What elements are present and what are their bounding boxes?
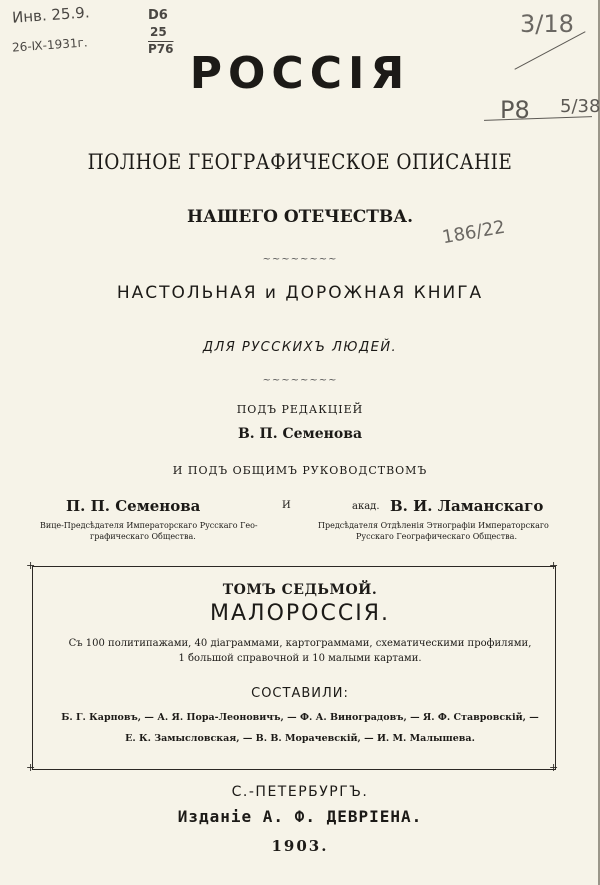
leader-right-role-1: Предсѣдателя Отдѣленiя Этнографiи Императорскаго bbox=[318, 521, 549, 530]
leader-left-role-2: графическаго Общества. bbox=[90, 532, 196, 541]
leader-right-prefix: акад. bbox=[352, 501, 380, 512]
inventory-date-mark: 26-Ⅸ-1931г. bbox=[11, 35, 89, 55]
illustrations-line-1: Съ 100 политипажами, 40 дiаграммами, картограммами, схематическими профилями, bbox=[68, 638, 532, 649]
frame-corner-bl: + bbox=[26, 761, 36, 774]
side-number-mark: 186/22 bbox=[440, 216, 507, 249]
general-guidance-label: И ПОДЪ ОБЩИМЪ РУКОВОДСТВОМЪ bbox=[172, 464, 428, 477]
leader-conjunction: И bbox=[282, 500, 291, 511]
authors-line-1: Б. Г. Карповъ, — А. Я. Пора-Леоновичъ, — Ф. А. Виноградовъ, — Я. Ф. Ставровскiй, — bbox=[61, 712, 539, 723]
volume-label: ТОМЪ СЕДЬМОЙ. bbox=[222, 582, 378, 598]
shelf-mark-line-2: 25 bbox=[150, 25, 167, 39]
ornament-divider-2: ~~~~~~~~ bbox=[262, 375, 338, 386]
shelf-mark-line-1: D6 bbox=[148, 8, 168, 23]
subtitle-line-2: НАШЕГО ОТЕЧЕСТВА. bbox=[186, 207, 414, 227]
frame-corner-br: + bbox=[549, 761, 559, 774]
inventory-mark: Инв. 25.9. bbox=[11, 3, 91, 27]
editor-name: В. П. Семенова bbox=[237, 426, 363, 442]
leader-right-name: В. И. Ламанскаго bbox=[390, 497, 544, 515]
compiled-label: СОСТАВИЛИ: bbox=[251, 686, 349, 701]
volume-name: МАЛОРОССIЯ. bbox=[210, 601, 390, 626]
imprint-publisher: Изданiе А. Ф. ДЕВРIЕНА. bbox=[177, 807, 423, 826]
editor-label: ПОДЪ РЕДАКЦIЕЙ bbox=[236, 403, 364, 416]
subtitle-line-1: ПОЛНОЕ ГЕОГРАФИЧЕСКОЕ ОПИСАНIЕ bbox=[87, 150, 513, 174]
struck-mark: Р8 bbox=[500, 96, 530, 124]
frame-corner-tl: + bbox=[26, 559, 36, 572]
ornament-divider-1: ~~~~~~~~ bbox=[262, 254, 338, 265]
corner-number-bottom: 5/38 bbox=[560, 96, 600, 117]
authors-line-2: Е. К. Замысловская, — В. В. Морачевскiй, — И. М. Малышева. bbox=[125, 733, 475, 744]
corner-number-top: 3/18 bbox=[520, 10, 574, 38]
leader-left-name: П. П. Семенова bbox=[66, 497, 201, 515]
book-title: РОССIЯ bbox=[189, 48, 411, 99]
imprint-city: С.-ПЕТЕРБУРГЪ. bbox=[231, 784, 369, 800]
for-people-line: ДЛЯ РУССКИХЪ ЛЮДЕЙ. bbox=[202, 340, 398, 355]
leader-left-role-1: Вице-Предсѣдателя Императорскаго Русскаго Гео- bbox=[40, 521, 258, 530]
frame-corner-tr: + bbox=[549, 559, 559, 572]
imprint-year: 1903. bbox=[271, 837, 329, 855]
desk-book-line: НАСТОЛЬНАЯ и ДОРОЖНАЯ КНИГА bbox=[116, 283, 484, 303]
shelf-mark-line-3: Р76 bbox=[148, 42, 174, 56]
illustrations-line-2: 1 большой справочной и 10 малыми картами. bbox=[178, 653, 422, 664]
leader-right-role-2: Русскаго Географическаго Общества. bbox=[356, 532, 517, 541]
